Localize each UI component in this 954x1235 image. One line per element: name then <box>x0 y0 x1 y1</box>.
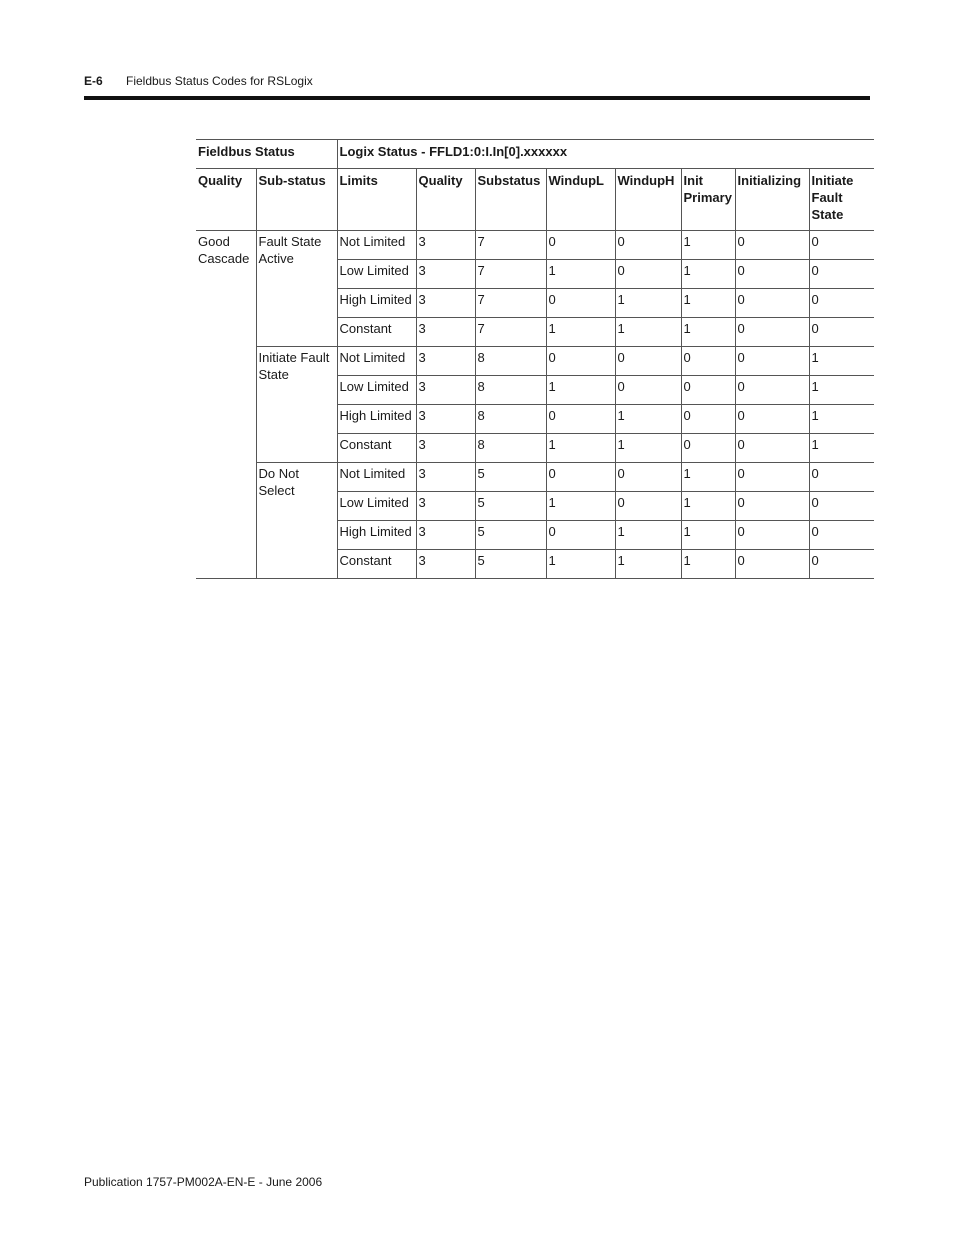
column-header: Initializing <box>735 169 809 231</box>
limits-cell: Not Limited <box>337 463 416 492</box>
value-cell: 1 <box>546 376 615 405</box>
value-cell: 0 <box>735 289 809 318</box>
value-cell: 0 <box>735 231 809 260</box>
limits-cell: Low Limited <box>337 492 416 521</box>
value-cell: 3 <box>416 376 475 405</box>
limits-cell: High Limited <box>337 405 416 434</box>
value-cell: 3 <box>416 347 475 376</box>
value-cell: 1 <box>681 492 735 521</box>
column-header: Limits <box>337 169 416 231</box>
table-row <box>196 463 874 492</box>
value-cell: 0 <box>809 550 874 579</box>
value-cell: 0 <box>809 231 874 260</box>
value-cell: 1 <box>546 318 615 347</box>
value-cell: 1 <box>681 289 735 318</box>
value-cell: 0 <box>546 521 615 550</box>
value-cell: 7 <box>475 231 546 260</box>
value-cell: 0 <box>735 550 809 579</box>
value-cell: 0 <box>546 289 615 318</box>
value-cell: 0 <box>735 347 809 376</box>
value-cell: 0 <box>809 521 874 550</box>
value-cell: 0 <box>735 492 809 521</box>
value-cell: 1 <box>615 289 681 318</box>
value-cell: 1 <box>681 550 735 579</box>
value-cell: 0 <box>735 463 809 492</box>
group-header-fieldbus-status: Fieldbus Status <box>196 140 337 169</box>
value-cell: 1 <box>615 550 681 579</box>
limits-cell: Not Limited <box>337 231 416 260</box>
value-cell: 1 <box>615 521 681 550</box>
column-header: Initiate Fault State <box>809 169 874 231</box>
running-title: Fieldbus Status Codes for RSLogix <box>126 74 313 88</box>
value-cell: 0 <box>546 347 615 376</box>
value-cell: 0 <box>615 492 681 521</box>
fieldbus-status-table <box>196 139 874 579</box>
value-cell: 3 <box>416 405 475 434</box>
value-cell: 1 <box>809 434 874 463</box>
value-cell: 1 <box>546 492 615 521</box>
column-header: WindupL <box>546 169 615 231</box>
column-header: Quality <box>196 169 256 231</box>
table-row <box>196 231 874 260</box>
value-cell: 8 <box>475 434 546 463</box>
value-cell: 0 <box>809 463 874 492</box>
quality-cell: Good Cascade <box>196 231 256 579</box>
value-cell: 0 <box>735 434 809 463</box>
value-cell: 1 <box>809 405 874 434</box>
value-cell: 3 <box>416 260 475 289</box>
value-cell: 3 <box>416 318 475 347</box>
page-number: E-6 <box>84 74 103 88</box>
value-cell: 0 <box>615 376 681 405</box>
value-cell: 1 <box>615 434 681 463</box>
limits-cell: Low Limited <box>337 260 416 289</box>
value-cell: 0 <box>735 405 809 434</box>
value-cell: 5 <box>475 521 546 550</box>
value-cell: 1 <box>681 231 735 260</box>
value-cell: 0 <box>615 260 681 289</box>
value-cell: 1 <box>546 434 615 463</box>
value-cell: 1 <box>681 260 735 289</box>
value-cell: 0 <box>809 289 874 318</box>
publication-info: Publication 1757-PM002A-EN-E - June 2006 <box>84 1175 323 1189</box>
header-rule <box>84 96 870 100</box>
table-body <box>196 231 874 579</box>
value-cell: 1 <box>546 260 615 289</box>
value-cell: 0 <box>735 318 809 347</box>
value-cell: 5 <box>475 550 546 579</box>
value-cell: 0 <box>809 492 874 521</box>
value-cell: 1 <box>681 521 735 550</box>
value-cell: 7 <box>475 318 546 347</box>
column-header-row <box>196 169 874 231</box>
value-cell: 3 <box>416 434 475 463</box>
value-cell: 3 <box>416 289 475 318</box>
limits-cell: Constant <box>337 434 416 463</box>
value-cell: 3 <box>416 492 475 521</box>
column-header: WindupH <box>615 169 681 231</box>
value-cell: 3 <box>416 550 475 579</box>
group-header-logix-status: Logix Status - FFLD1:0:I.In[0].xxxxxx <box>337 140 874 169</box>
value-cell: 0 <box>735 260 809 289</box>
value-cell: 0 <box>735 376 809 405</box>
column-header: Sub-status <box>256 169 337 231</box>
limits-cell: High Limited <box>337 289 416 318</box>
value-cell: 1 <box>681 318 735 347</box>
value-cell: 8 <box>475 347 546 376</box>
substatus-cell: Do Not Select <box>256 463 337 579</box>
value-cell: 0 <box>546 463 615 492</box>
limits-cell: Low Limited <box>337 376 416 405</box>
limits-cell: High Limited <box>337 521 416 550</box>
page-footer <box>84 1173 322 1191</box>
column-header: Init Primary <box>681 169 735 231</box>
value-cell: 0 <box>681 405 735 434</box>
value-cell: 0 <box>809 260 874 289</box>
value-cell: 0 <box>615 231 681 260</box>
limits-cell: Constant <box>337 318 416 347</box>
value-cell: 7 <box>475 289 546 318</box>
value-cell: 0 <box>735 521 809 550</box>
column-header: Quality <box>416 169 475 231</box>
value-cell: 1 <box>615 318 681 347</box>
value-cell: 8 <box>475 405 546 434</box>
value-cell: 0 <box>681 347 735 376</box>
value-cell: 0 <box>681 434 735 463</box>
value-cell: 0 <box>809 318 874 347</box>
value-cell: 1 <box>809 347 874 376</box>
value-cell: 0 <box>546 231 615 260</box>
value-cell: 5 <box>475 492 546 521</box>
substatus-cell: Initiate Fault State <box>256 347 337 463</box>
value-cell: 1 <box>809 376 874 405</box>
limits-cell: Constant <box>337 550 416 579</box>
value-cell: 5 <box>475 463 546 492</box>
value-cell: 1 <box>615 405 681 434</box>
value-cell: 3 <box>416 463 475 492</box>
substatus-cell: Fault State Active <box>256 231 337 347</box>
table-row <box>196 347 874 376</box>
limits-cell: Not Limited <box>337 347 416 376</box>
value-cell: 0 <box>546 405 615 434</box>
value-cell: 3 <box>416 521 475 550</box>
value-cell: 1 <box>681 463 735 492</box>
column-header: Substatus <box>475 169 546 231</box>
value-cell: 0 <box>615 463 681 492</box>
value-cell: 8 <box>475 376 546 405</box>
value-cell: 7 <box>475 260 546 289</box>
value-cell: 0 <box>615 347 681 376</box>
value-cell: 3 <box>416 231 475 260</box>
value-cell: 1 <box>546 550 615 579</box>
value-cell: 0 <box>681 376 735 405</box>
